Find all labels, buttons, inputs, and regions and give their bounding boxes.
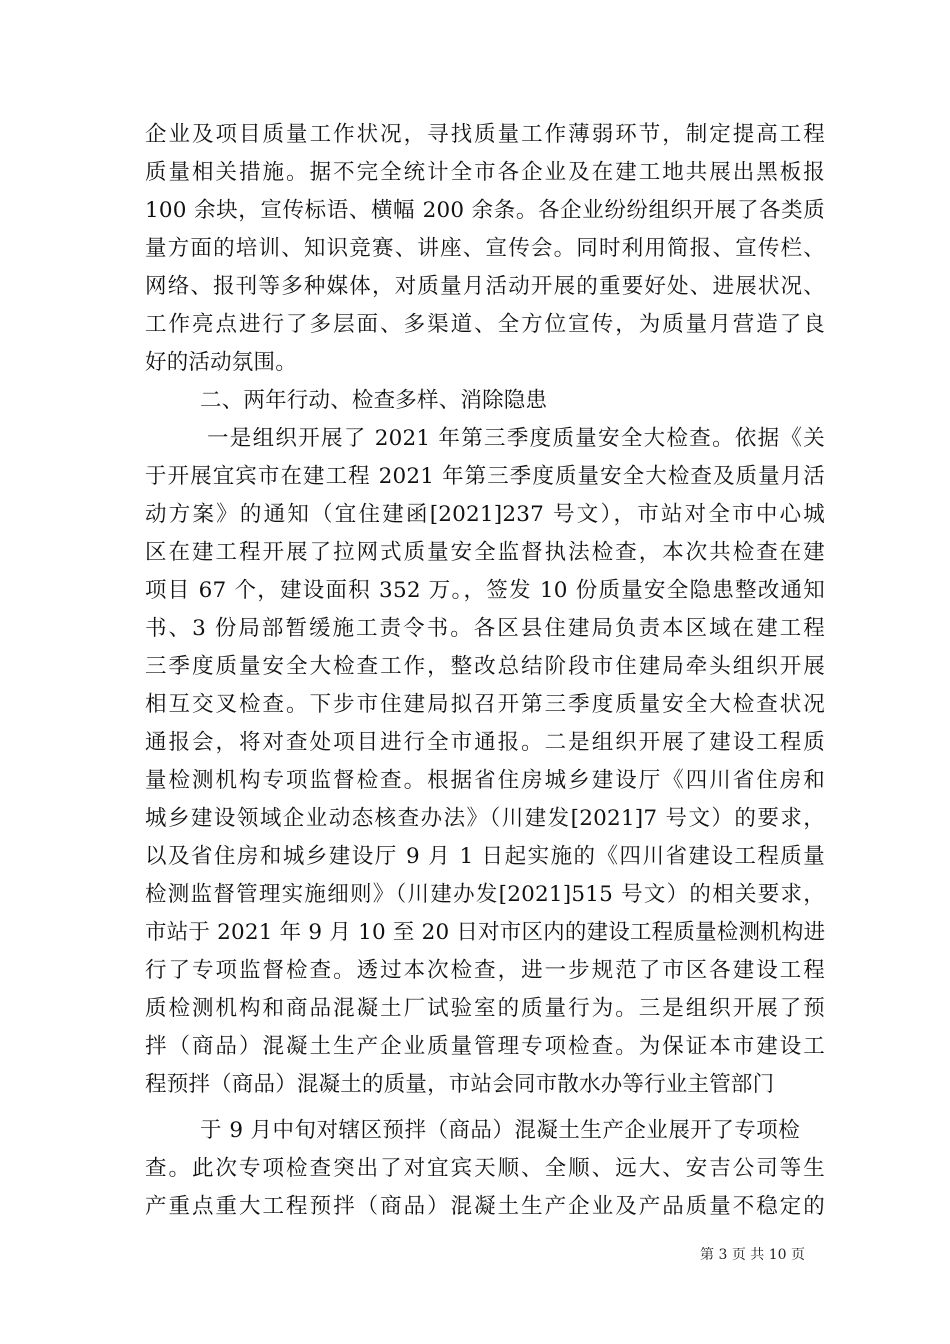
paragraph-line: 一是组织开展了 2021 年第三季度质量安全大检查。依据《关 xyxy=(207,426,825,451)
paragraph-line: 行了专项监督检查。透过本次检查，进一步规范了市区各建设工程 xyxy=(145,958,825,983)
paragraph-line: 程预拌（商品）混凝土的质量，市站会同市散水办等行业主管部门 xyxy=(145,1072,775,1097)
section-heading: 二、两年行动、检查多样、消除隐患 xyxy=(200,388,548,413)
paragraph-line: 产重点重大工程预拌（商品）混凝土生产企业及产品质量不稳定的 xyxy=(145,1194,825,1219)
paragraph-line: 100 余块，宣传标语、横幅 200 余条。各企业纷纷组织开展了各类质 xyxy=(145,198,825,223)
paragraph-line: 书、3 份局部暂缓施工责令书。各区县住建局负责本区域在建工程 xyxy=(145,616,825,641)
paragraph-line: 工作亮点进行了多层面、多渠道、全方位宣传，为质量月营造了良 xyxy=(145,312,825,337)
paragraph-line: 城乡建设领域企业动态核查办法》（川建发[2021]7 号文）的要求， xyxy=(145,806,825,831)
paragraph-line: 以及省住房和城乡建设厅 9 月 1 日起实施的《四川省建设工程质量 xyxy=(145,844,825,869)
paragraph-line: 于 9 月中旬对辖区预拌（商品）混凝土生产企业展开了专项检 xyxy=(200,1118,800,1143)
paragraph-line: 检测监督管理实施细则》（川建办发[2021]515 号文）的相关要求， xyxy=(145,882,825,907)
paragraph-line: 市站于 2021 年 9 月 10 至 20 日对市区内的建设工程质量检测机构进 xyxy=(145,920,826,945)
paragraph-line: 拌（商品）混凝土生产企业质量管理专项检查。为保证本市建设工 xyxy=(145,1034,825,1059)
paragraph-line: 三季度质量安全大检查工作，整改总结阶段市住建局牵头组织开展 xyxy=(145,654,825,679)
paragraph-line: 好的活动氛围。 xyxy=(145,350,297,375)
paragraph-line: 量方面的培训、知识竞赛、讲座、宣传会。同时利用简报、宣传栏、 xyxy=(145,236,825,261)
paragraph-line: 企业及项目质量工作状况，寻找质量工作薄弱环节，制定提高工程 xyxy=(145,122,825,147)
page-number-footer xyxy=(700,1246,805,1264)
paragraph-line: 区在建工程开展了拉网式质量安全监督执法检查，本次共检查在建 xyxy=(145,540,825,565)
paragraph-line: 质量相关措施。据不完全统计全市各企业及在建工地共展出黑板报 xyxy=(145,160,825,185)
paragraph-line: 查。此次专项检查突出了对宜宾天顺、全顺、远大、安吉公司等生 xyxy=(145,1156,825,1181)
paragraph-line: 动方案》的通知（宜住建函[2021]237 号文），市站对全市中心城 xyxy=(145,502,825,527)
paragraph-line: 于开展宜宾市在建工程 2021 年第三季度质量安全大检查及质量月活 xyxy=(145,464,825,489)
paragraph-line: 项目 67 个，建设面积 352 万。，签发 10 份质量安全隐患整改通知 xyxy=(145,578,825,603)
paragraph-line: 相互交叉检查。下步市住建局拟召开第三季度质量安全大检查状况 xyxy=(145,692,825,717)
paragraph-line: 网络、报刊等多种媒体，对质量月活动开展的重要好处、进展状况、 xyxy=(145,274,825,299)
paragraph-line: 量检测机构专项监督检查。根据省住房城乡建设厅《四川省住房和 xyxy=(145,768,825,793)
paragraph-line: 质检测机构和商品混凝土厂试验室的质量行为。三是组织开展了预 xyxy=(145,996,825,1021)
page-number-label: 第 3 页 共 10 页 xyxy=(700,1247,805,1263)
paragraph-line: 通报会，将对查处项目进行全市通报。二是组织开展了建设工程质 xyxy=(145,730,825,755)
